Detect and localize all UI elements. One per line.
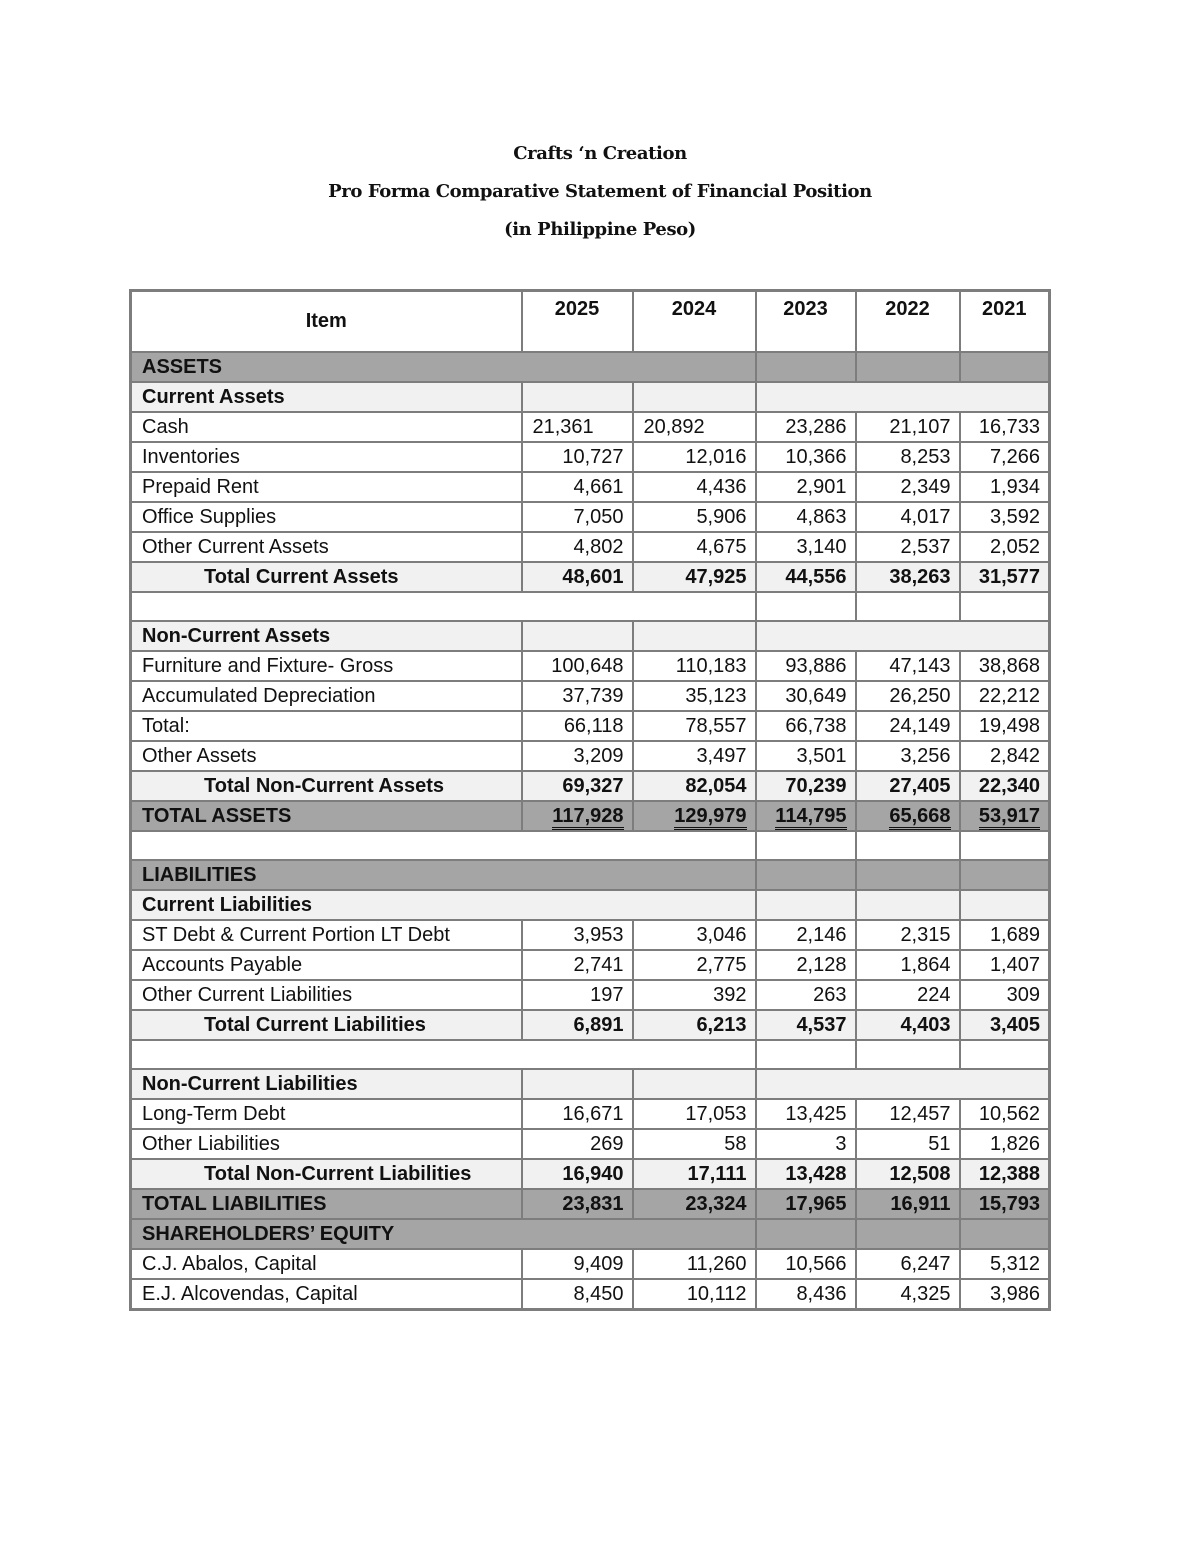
value-cell (522, 801, 633, 831)
value-cell: 16,671 (522, 1099, 633, 1129)
row-label: Long-Term Debt (131, 1099, 522, 1129)
value-cell: 8,253 (856, 442, 960, 472)
row-label: Prepaid Rent (131, 472, 522, 502)
spacer-row (131, 1040, 1050, 1069)
value-cell: 9,409 (522, 1249, 633, 1279)
empty-cell (756, 382, 1050, 412)
value-cell: 3,140 (756, 532, 856, 562)
value-cell: 2,146 (756, 920, 856, 950)
row-label: Other Current Liabilities (131, 980, 522, 1010)
empty-cell (856, 352, 960, 382)
table-row (131, 1279, 1050, 1310)
table-row (131, 771, 1050, 801)
table-row (131, 651, 1050, 681)
value-cell: 66,118 (522, 711, 633, 741)
value-text: 117,928 (552, 805, 623, 830)
row-label: Total: (131, 711, 522, 741)
value-cell: 1,689 (960, 920, 1050, 950)
value-cell: 37,739 (522, 681, 633, 711)
year-header: 2022 (856, 291, 960, 353)
empty-cell (756, 831, 856, 860)
value-text: 114,795 (775, 805, 846, 830)
non-current-assets-heading: Non-Current Assets (131, 621, 522, 651)
value-cell: 12,388 (960, 1159, 1050, 1189)
empty-cell (756, 352, 856, 382)
value-cell: 8,436 (756, 1279, 856, 1310)
value-text: 129,979 (674, 805, 746, 830)
table-row (131, 532, 1050, 562)
value-cell: 5,312 (960, 1249, 1050, 1279)
row-label: E.J. Alcovendas, Capital (131, 1279, 522, 1310)
value-cell: 110,183 (633, 651, 756, 681)
spacer-row (131, 592, 1050, 621)
assets-heading-row (131, 352, 1050, 382)
empty-cell (856, 1040, 960, 1069)
table-row (131, 801, 1050, 831)
value-cell: 44,556 (756, 562, 856, 592)
value-cell: 4,436 (633, 472, 756, 502)
empty-cell (756, 621, 1050, 651)
value-cell: 38,868 (960, 651, 1050, 681)
value-cell: 6,213 (633, 1010, 756, 1040)
empty-cell (960, 831, 1050, 860)
value-cell: 17,111 (633, 1159, 756, 1189)
value-cell: 23,286 (756, 412, 856, 442)
empty-cell (960, 890, 1050, 920)
item-header: Item (131, 291, 522, 353)
table-row (131, 950, 1050, 980)
table-body (131, 291, 1050, 1310)
year-header: 2024 (633, 291, 756, 353)
value-cell: 30,649 (756, 681, 856, 711)
value-cell: 16,911 (856, 1189, 960, 1219)
value-cell: 12,016 (633, 442, 756, 472)
value-cell: 26,250 (856, 681, 960, 711)
row-label: TOTAL ASSETS (131, 801, 522, 831)
value-cell: 69,327 (522, 771, 633, 801)
value-text: 53,917 (979, 805, 1040, 830)
table-row (131, 442, 1050, 472)
current-assets-heading: Current Assets (131, 382, 522, 412)
value-cell: 23,324 (633, 1189, 756, 1219)
value-cell (856, 801, 960, 831)
value-cell: 2,741 (522, 950, 633, 980)
value-cell: 4,661 (522, 472, 633, 502)
document-title-block (0, 140, 1200, 254)
value-cell: 16,940 (522, 1159, 633, 1189)
row-label: Inventories (131, 442, 522, 472)
value-cell: 19,498 (960, 711, 1050, 741)
value-cell: 31,577 (960, 562, 1050, 592)
value-cell: 2,052 (960, 532, 1050, 562)
empty-cell (856, 831, 960, 860)
value-cell: 8,450 (522, 1279, 633, 1310)
value-cell: 4,863 (756, 502, 856, 532)
value-cell: 48,601 (522, 562, 633, 592)
value-text: 65,668 (889, 805, 950, 830)
company-name: Crafts ‘n Creation (513, 143, 687, 164)
empty-cell (633, 621, 756, 651)
financial-position-table (129, 289, 1051, 1311)
table-row (131, 1159, 1050, 1189)
value-cell: 51 (856, 1129, 960, 1159)
value-cell: 10,727 (522, 442, 633, 472)
empty-cell (856, 1219, 960, 1249)
value-cell: 3,986 (960, 1279, 1050, 1310)
empty-cell (522, 382, 633, 412)
value-cell: 12,508 (856, 1159, 960, 1189)
value-cell: 15,793 (960, 1189, 1050, 1219)
value-cell: 2,842 (960, 741, 1050, 771)
value-cell: 4,325 (856, 1279, 960, 1310)
value-cell: 17,053 (633, 1099, 756, 1129)
value-cell: 4,537 (756, 1010, 856, 1040)
value-cell: 47,143 (856, 651, 960, 681)
non-current-liabilities-heading: Non-Current Liabilities (131, 1069, 522, 1099)
value-cell: 58 (633, 1129, 756, 1159)
value-cell: 78,557 (633, 711, 756, 741)
value-cell: 2,775 (633, 950, 756, 980)
value-cell: 2,537 (856, 532, 960, 562)
row-label: C.J. Abalos, Capital (131, 1249, 522, 1279)
value-cell: 93,886 (756, 651, 856, 681)
empty-cell (856, 860, 960, 890)
value-cell: 21,361 (522, 412, 633, 442)
empty-cell (633, 1069, 756, 1099)
table-row (131, 562, 1050, 592)
row-label: Cash (131, 412, 522, 442)
empty-cell (756, 860, 856, 890)
value-cell: 2,128 (756, 950, 856, 980)
non-current-liabilities-heading-row (131, 1069, 1050, 1099)
value-cell: 392 (633, 980, 756, 1010)
empty-cell (960, 1040, 1050, 1069)
value-cell: 6,891 (522, 1010, 633, 1040)
empty-cell (856, 890, 960, 920)
value-cell: 24,149 (856, 711, 960, 741)
value-cell: 3,953 (522, 920, 633, 950)
value-cell: 7,266 (960, 442, 1050, 472)
year-header: 2021 (960, 291, 1050, 353)
empty-cell (131, 831, 756, 860)
empty-cell (960, 352, 1050, 382)
row-label: Furniture and Fixture- Gross (131, 651, 522, 681)
value-cell (960, 801, 1050, 831)
value-cell: 6,247 (856, 1249, 960, 1279)
row-label: Other Current Assets (131, 532, 522, 562)
row-label: Other Assets (131, 741, 522, 771)
empty-cell (856, 592, 960, 621)
row-label: Total Non-Current Liabilities (131, 1159, 522, 1189)
current-assets-heading-row (131, 382, 1050, 412)
row-label: Accounts Payable (131, 950, 522, 980)
table-row (131, 1189, 1050, 1219)
row-label: Total Current Liabilities (131, 1010, 522, 1040)
value-cell: 23,831 (522, 1189, 633, 1219)
empty-cell (131, 1040, 756, 1069)
current-liabilities-heading-row (131, 890, 1050, 920)
value-cell: 13,425 (756, 1099, 856, 1129)
value-cell: 11,260 (633, 1249, 756, 1279)
table-row (131, 980, 1050, 1010)
value-cell: 66,738 (756, 711, 856, 741)
table-row (131, 502, 1050, 532)
empty-cell (756, 592, 856, 621)
value-cell: 10,366 (756, 442, 856, 472)
value-cell: 4,802 (522, 532, 633, 562)
row-label: ST Debt & Current Portion LT Debt (131, 920, 522, 950)
value-cell: 27,405 (856, 771, 960, 801)
value-cell: 10,566 (756, 1249, 856, 1279)
value-cell: 13,428 (756, 1159, 856, 1189)
empty-cell (131, 592, 756, 621)
table-row (131, 920, 1050, 950)
value-cell: 22,212 (960, 681, 1050, 711)
value-cell: 2,349 (856, 472, 960, 502)
empty-cell (522, 1069, 633, 1099)
value-cell: 22,340 (960, 771, 1050, 801)
table-row (131, 1010, 1050, 1040)
spacer-row (131, 831, 1050, 860)
value-cell: 2,315 (856, 920, 960, 950)
value-cell (756, 801, 856, 831)
empty-cell (960, 592, 1050, 621)
empty-cell (756, 1219, 856, 1249)
current-liabilities-heading: Current Liabilities (131, 890, 756, 920)
row-label: Total Current Assets (131, 562, 522, 592)
value-cell: 3,209 (522, 741, 633, 771)
value-cell: 35,123 (633, 681, 756, 711)
value-cell: 70,239 (756, 771, 856, 801)
value-cell: 1,826 (960, 1129, 1050, 1159)
value-cell: 21,107 (856, 412, 960, 442)
table-row (131, 681, 1050, 711)
value-cell: 3,592 (960, 502, 1050, 532)
value-cell: 2,901 (756, 472, 856, 502)
row-label: Total Non-Current Assets (131, 771, 522, 801)
row-label: TOTAL LIABILITIES (131, 1189, 522, 1219)
row-label: Accumulated Depreciation (131, 681, 522, 711)
empty-cell (756, 890, 856, 920)
liabilities-heading: LIABILITIES (131, 860, 756, 890)
year-header: 2025 (522, 291, 633, 353)
value-cell: 263 (756, 980, 856, 1010)
value-cell: 3,501 (756, 741, 856, 771)
empty-cell (633, 382, 756, 412)
equity-heading: SHAREHOLDERS’ EQUITY (131, 1219, 756, 1249)
value-cell: 5,906 (633, 502, 756, 532)
value-cell: 10,112 (633, 1279, 756, 1310)
value-cell: 4,403 (856, 1010, 960, 1040)
value-cell: 3,497 (633, 741, 756, 771)
table-row (131, 1249, 1050, 1279)
value-cell: 16,733 (960, 412, 1050, 442)
table-row (131, 472, 1050, 502)
value-cell: 38,263 (856, 562, 960, 592)
value-cell: 3,405 (960, 1010, 1050, 1040)
value-cell: 1,407 (960, 950, 1050, 980)
empty-cell (960, 1219, 1050, 1249)
empty-cell (522, 621, 633, 651)
table-row (131, 711, 1050, 741)
non-current-assets-heading-row (131, 621, 1050, 651)
empty-cell (756, 1069, 1050, 1099)
value-cell: 7,050 (522, 502, 633, 532)
value-cell: 269 (522, 1129, 633, 1159)
table-row (131, 741, 1050, 771)
value-cell: 10,562 (960, 1099, 1050, 1129)
liabilities-heading-row (131, 860, 1050, 890)
header-row (131, 291, 1050, 353)
empty-cell (960, 860, 1050, 890)
value-cell: 17,965 (756, 1189, 856, 1219)
value-cell: 3,046 (633, 920, 756, 950)
table-row (131, 1129, 1050, 1159)
value-cell: 3,256 (856, 741, 960, 771)
value-cell: 309 (960, 980, 1050, 1010)
year-header: 2023 (756, 291, 856, 353)
table-row (131, 412, 1050, 442)
value-cell (633, 801, 756, 831)
value-cell: 1,934 (960, 472, 1050, 502)
value-cell: 12,457 (856, 1099, 960, 1129)
value-cell: 197 (522, 980, 633, 1010)
value-cell: 4,017 (856, 502, 960, 532)
value-cell: 224 (856, 980, 960, 1010)
value-cell: 20,892 (633, 412, 756, 442)
row-label: Other Liabilities (131, 1129, 522, 1159)
currency-note: (in Philippine Peso) (504, 219, 696, 240)
value-cell: 3 (756, 1129, 856, 1159)
equity-heading-row (131, 1219, 1050, 1249)
value-cell: 4,675 (633, 532, 756, 562)
empty-cell (756, 1040, 856, 1069)
value-cell: 47,925 (633, 562, 756, 592)
value-cell: 82,054 (633, 771, 756, 801)
assets-heading: ASSETS (131, 352, 756, 382)
table-row (131, 1099, 1050, 1129)
statement-title: Pro Forma Comparative Statement of Financial Position (328, 181, 872, 202)
row-label: Office Supplies (131, 502, 522, 532)
value-cell: 100,648 (522, 651, 633, 681)
value-cell: 1,864 (856, 950, 960, 980)
